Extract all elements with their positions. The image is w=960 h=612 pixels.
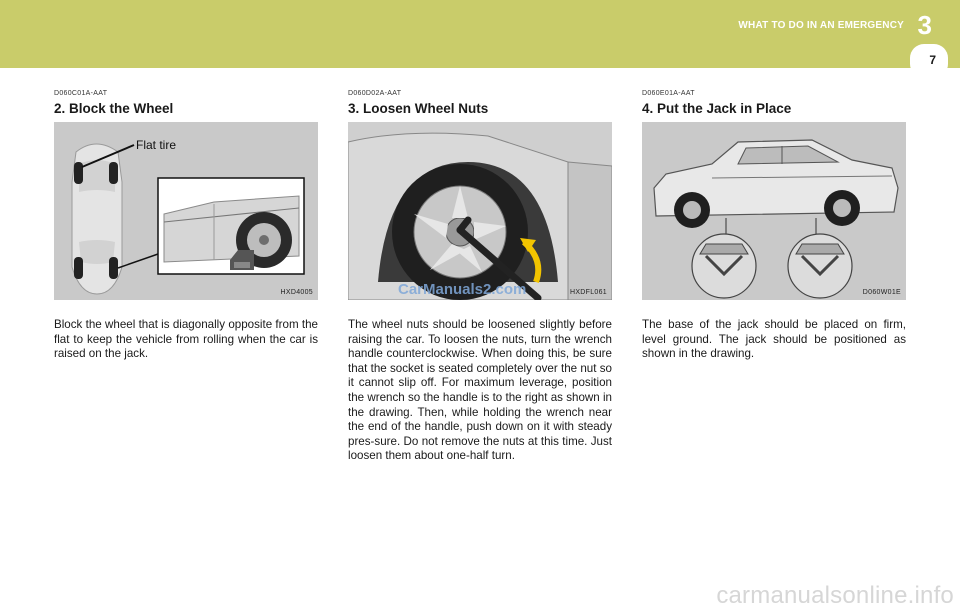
section-heading: 3. Loosen Wheel Nuts bbox=[348, 101, 489, 116]
section-loosen-wheel-nuts bbox=[348, 90, 612, 464]
figure-code: HXD4005 bbox=[280, 289, 313, 296]
section-body: Block the wheel that is diagonally opposite from the flat to keep the vehicle from rolling when the car is raised on the jack. bbox=[54, 318, 318, 361]
section-code: D060E01A-AAT bbox=[642, 90, 695, 97]
jack-placement-drawing bbox=[642, 122, 906, 300]
chapter-number: 3 bbox=[917, 10, 932, 40]
block-wheel-drawing bbox=[54, 122, 318, 300]
page-number: 7 bbox=[929, 53, 936, 67]
block-wheel-illustration bbox=[54, 122, 318, 300]
jack-placement-illustration bbox=[642, 122, 906, 300]
section-heading: 4. Put the Jack in Place bbox=[642, 101, 792, 116]
section-block-the-wheel bbox=[54, 90, 318, 362]
footer-watermark: carmanualsonline.info bbox=[716, 582, 954, 609]
chapter-title: WHAT TO DO IN AN EMERGENCY bbox=[738, 20, 904, 31]
watermark-text: CarManuals2.com bbox=[398, 281, 527, 298]
section-code: D060C01A-AAT bbox=[54, 90, 108, 97]
section-body: The wheel nuts should be loosened slightly before raising the car. To loosen the nuts, turn the wrench handle counterclockwise. When doing this, be sure that the socket is seated completely over the nut so it cannot slip off. For maximum leverage, position the wrench so the handle is to the right as shown in the drawing. Then, while holding the wrench near the end of the handle, push down on it with steady pres-sure. Do not remove the nuts at this time. Just loosen them about one-half turn. bbox=[348, 318, 612, 463]
chapter-header-band bbox=[0, 0, 960, 68]
section-put-jack-in-place bbox=[642, 90, 906, 362]
loosen-nuts-drawing bbox=[348, 122, 612, 300]
section-code: D060D02A-AAT bbox=[348, 90, 402, 97]
flat-tire-label: Flat tire bbox=[136, 138, 177, 152]
loosen-nuts-illustration bbox=[348, 122, 612, 300]
figure-code: D060W01E bbox=[862, 289, 901, 296]
section-heading: 2. Block the Wheel bbox=[54, 101, 174, 116]
section-body: The base of the jack should be placed on firm, level ground. The jack should be positioned as shown in the drawing. bbox=[642, 318, 906, 361]
figure-code: HXDFL061 bbox=[569, 289, 607, 296]
